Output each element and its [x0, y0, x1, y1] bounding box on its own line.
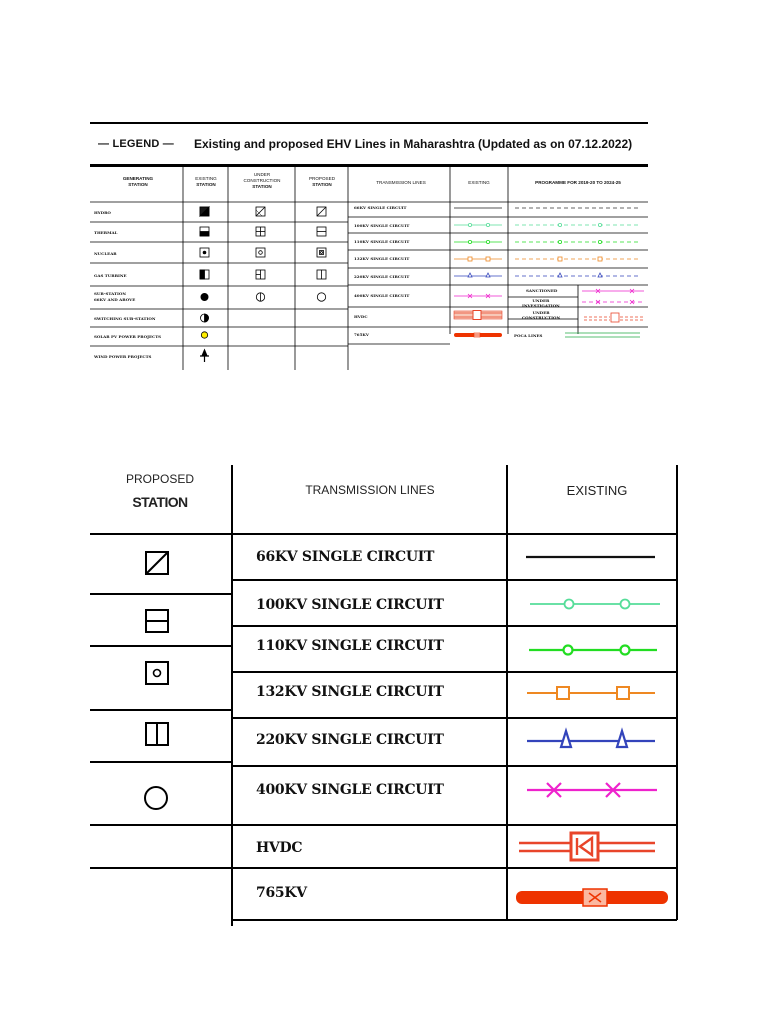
small-header-programme: PROGRAMME FOR 2019-20 TO 2024-25	[535, 180, 621, 185]
small-header-generating: GENERATING STATION	[122, 176, 154, 187]
line-label: 66KV SINGLE CIRCUIT	[354, 205, 407, 210]
line-765kv-sample	[516, 889, 668, 906]
line-400kv-sample	[527, 783, 657, 797]
line-100kv-sample	[530, 600, 660, 609]
proposed-header: PROPOSED	[125, 472, 194, 486]
line-label: HVDC	[354, 314, 368, 319]
substation-proposed-icon	[145, 787, 167, 809]
legend-title: Existing and proposed EHV Lines in Maharashtra (Updated as on 07.12.2022)	[194, 137, 633, 151]
small-header-proposed: PROPOSED STATION	[308, 176, 336, 187]
station-label: SOLAR PV POWER PROJECTS	[94, 334, 162, 339]
gas-turbine-proposed-icon	[146, 723, 168, 745]
line-label: 110KV SINGLE CIRCUIT	[354, 239, 410, 244]
station-label: THERMAL	[94, 230, 118, 235]
line-label-66kv: 66KV SINGLE CIRCUIT	[256, 549, 435, 565]
hydro-proposed-icon	[146, 552, 168, 574]
under-investigation-label: UNDER INVESTIGATION	[522, 298, 560, 308]
line-label-220kv: 220KV SINGLE CIRCUIT	[256, 732, 444, 748]
station-label: SWITCHING SUB-STATION	[94, 316, 156, 321]
line-label: 220KV SINGLE CIRCUIT	[354, 274, 410, 279]
poca-lines-label: POCA LINES	[514, 333, 543, 338]
legend-word: — LEGEND —	[98, 138, 174, 150]
line-label-400kv: 400KV SINGLE CIRCUIT	[256, 782, 444, 798]
nuclear-proposed-icon	[146, 662, 168, 684]
line-label-765kv: 765KV	[256, 885, 307, 901]
station-label: WIND POWER PROJECTS	[94, 354, 152, 359]
line-label: 100KV SINGLE CIRCUIT	[354, 223, 410, 228]
small-header-transmission: TRANSMISSION LINES	[376, 180, 426, 185]
station-label: GAS TURBINE	[94, 273, 127, 278]
line-label: 400KV SINGLE CIRCUIT	[354, 293, 410, 298]
line-label-110kv: 110KV SINGLE CIRCUIT	[256, 638, 444, 654]
hvdc-sample	[519, 833, 655, 860]
station-header: STATION	[132, 494, 188, 510]
line-label-132kv: 132KV SINGLE CIRCUIT	[256, 684, 444, 700]
transmission-header: TRANSMISSION LINES	[305, 483, 435, 497]
line-132kv-sample	[527, 687, 655, 699]
line-label-hvdc: HVDC	[256, 840, 303, 856]
station-label: SUB-STATION	[94, 291, 127, 296]
under-construction-label: UNDER CONSTRUCTION	[522, 310, 561, 320]
small-header-existing: EXISTING	[468, 180, 490, 185]
station-label: 66KV AND ABOVE	[94, 297, 136, 302]
station-label: NUCLEAR	[94, 251, 117, 256]
small-header-under-construction: UNDER CONSTRUCTION STATION	[243, 172, 281, 189]
line-label-100kv: 100KV SINGLE CIRCUIT	[256, 597, 444, 613]
line-label: 765KV	[354, 332, 369, 337]
existing-header: EXISTING	[566, 483, 628, 498]
station-label: HYDRO	[94, 210, 111, 215]
line-110kv-sample	[529, 646, 657, 655]
small-header-existing-station: EXISTING STATION	[195, 176, 217, 187]
line-220kv-sample	[527, 731, 655, 747]
thermal-proposed-icon	[146, 610, 168, 632]
sanctioned-label: SANCTIONED	[526, 288, 558, 293]
line-label: 132KV SINGLE CIRCUIT	[354, 256, 410, 261]
